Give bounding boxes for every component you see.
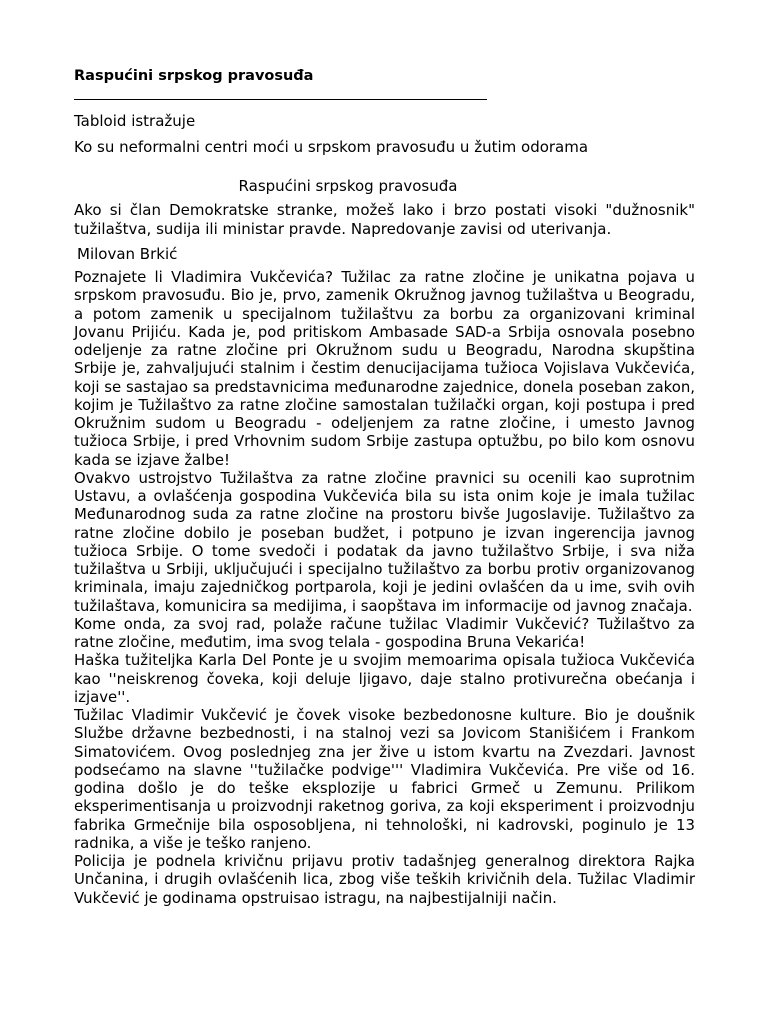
body-paragraph: Tužilac Vladimir Vukčević je čovek visoke bezbedonosne kulture. Bio je doušnik Službe državne bezbednosti, i na stalnoj vezi sa Jovicom Stanišićem i Frankom Simatovićem. Ovog poslednjeg zna jer žive u istom kvartu na Zvezdari. Javnost podsećamo na slavne ''tužilačke podvige''' Vladimira Vukčevića. Pre više od 16. godina došlo je do teške eksplozije u fabrici Grmeč u Zemunu. Prilikom eksperimentisanja u proizvodnji raketnog goriva, za koji eksperiment i proizvodnju fabrika Grmečnije bila osposobljena, ni tehnološki, ni kadrovski, poginulo je 13 radnika, a više je teško ranjeno. [74,706,695,852]
article-author: Milovan Brkić [77,245,178,263]
body-paragraph: Haška tužiteljka Karla Del Ponte je u svojim memoarima opisala tužioca Vukčevića kao ''neiskrenog čoveka, koji deluje ljigavo, daje stalno protivurečna obećanja i izjave''. [74,651,695,706]
article-subtitle: Ko su neformalni centri moći u srpskom pravosuđu u žutim odorama [74,138,589,156]
title-underline [74,99,487,100]
body-paragraph: Poznajete li Vladimira Vukčevića? Tužilac za ratne zločine je unikatna pojava u srpskom pravosuđu. Bio je, prvo, zamenik Okružnog javnog tužilaštva u Beogradu, a potom zamenik u specijalnom tužilaštvu za borbu za organizovani kriminal Jovanu Prijiću. Kada je, pod pritiskom Ambasade SAD-a Srbija osnovala posebno odeljenje za ratne zločine pri Okružnom sudu u Beogradu, Narodna skupština Srbije je, zahvaljujući stalnim i čestim denucijacijama tužioca Vojislava Vukčevića, koji se sastajao sa predstavnicima međunarodne zajednice, donela poseban zakon, kojim je Tužilaštvo za ratne zločine samostalan tužilački organ, koji postupa i pred Okružnim sudom u Beogradu - odeljenjem za ratne zločine, i umesto Javnog tužioca Srbije, i pred Vrhovnim sudom Srbije zastupa optužbu, po bilo kom osnovu kada se izjave žalbe! [74,268,695,469]
section-label: Tabloid istražuje [74,112,196,130]
body-paragraph: Ovakvo ustrojstvo Tužilaštva za ratne zločine pravnici su ocenili kao suprotnim Ustavu, a ovlašćenja gospodina Vukčevića bila su ista onim koje je imala tužilac Međunarodnog suda za ratne zločine na prostoru bivše Jugoslavije. Tužilaštvo za ratne zločine dobilo je poseban budžet, i potpuno je izvan ingerencija javnog tužioca Srbije. O tome svedoči i podatak da javno tužilaštvo Srbije, i sva niža tužilaštva u Srbiji, uključujući i specijalno tužilaštvo za borbu protiv organizovanog kriminala, imaju zajedničkog portparola, koji je jedini ovlašćen da u ime, svih ovih tužilaštava, komunicira sa medijima, i saopštava im informacije od javnog značaja. [74,468,695,615]
article-body [74,268,695,907]
article-lead: Ako si član Demokratske stranke, možeš lako i brzo postati visoki "dužnosnik" tužilaštva, sudija ili ministar pravde. Napredovanje zavisi od uterivanja. [74,201,695,238]
document-title: Raspućini srpskog pravosuđa [74,68,314,84]
body-paragraph: Policija je podnela krivičnu prijavu protiv tadašnjeg generalnog direktora Rajka Unčanina, i drugih ovlašćenih lica, zbog više teških krivičnih dela. Tužilac Vladimir Vukčević je godinama opstruisao istragu, na najbestijalniji način. [74,852,695,907]
article-heading: Raspućini srpskog pravosuđa [238,177,458,195]
body-paragraph: Kome onda, za svoj rad, polaže račune tužilac Vladimir Vukčević? Tužilaštvo za ratne zločine, međutim, ima svog telala - gospodina Bruna Vekarića! [74,614,695,651]
